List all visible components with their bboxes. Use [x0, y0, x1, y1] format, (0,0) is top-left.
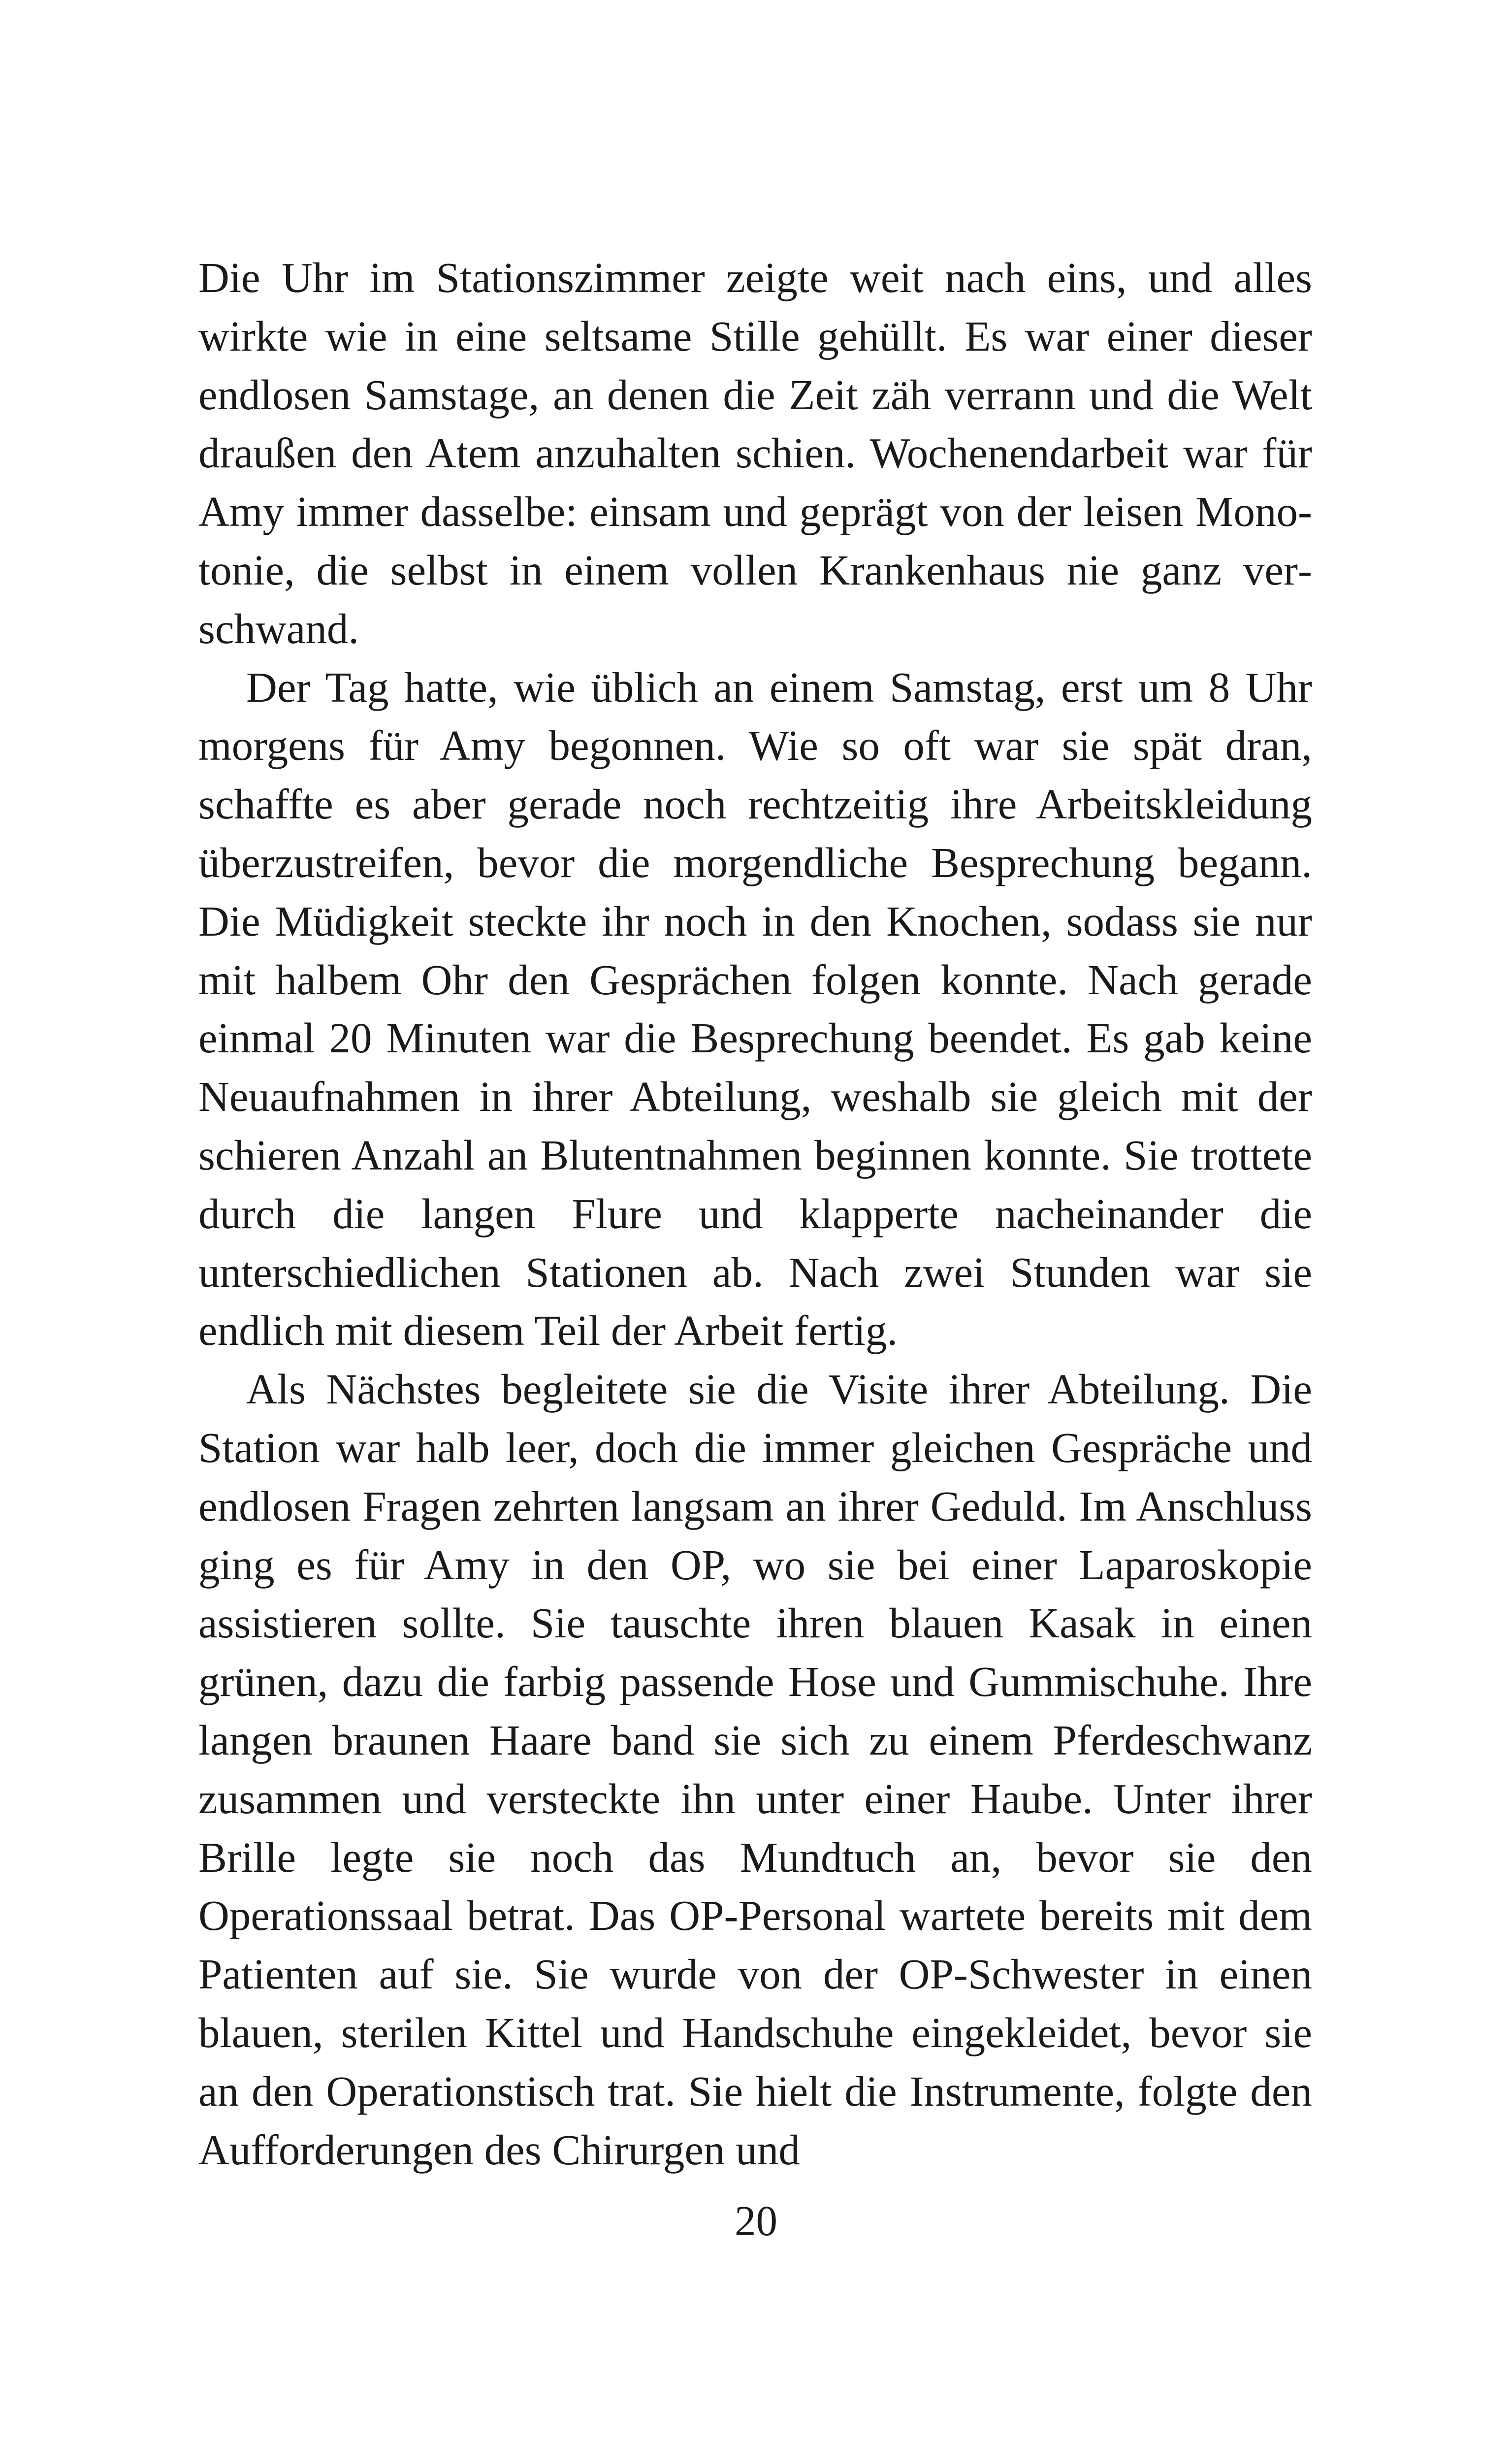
paragraph-3: Als Nächstes begleitete sie die Visite ihrer Abteilung. Die Station war halb leer, doch die immer gleichen Gespräche und endlosen Fragen zehrten langsam an ihrer Geduld. Im Anschluss ging es für Amy in den OP, wo sie bei einer Laparoskopie assistieren sollte. Sie tauschte ihren blauen Kasak in einen grünen, dazu die farbig passende Hose und Gummischuhe. Ihre langen braunen Haare band sie sich zu einem Pferdeschwanz zusammen und versteckte ihn unter einer Haube. Unter ihrer Brille legte sie noch das Mundtuch an, bevor sie den Operationssaal betrat. Das OP-Personal wartete bereits mit dem Patienten auf sie. Sie wurde von der OP-Schwester in einen blauen, sterilen Kittel und Handschuhe eingekleidet, bevor sie an den Operationstisch trat. Sie hielt die Instrumente, folgte den Aufforderungen des Chirurgen und — [198, 1365, 1312, 2174]
body-text — [198, 249, 1312, 2179]
paragraph-2: Der Tag hatte, wie üblich an einem Samstag, erst um 8 Uhr morgens für Amy begonnen. Wie so oft war sie spät dran, schaffte es aber gerade noch rechtzeitig ihre Arbeitskleidung überzustreifen, bevor die morgendliche Besprechung begann. Die Müdigkeit steckte ihr noch in den Knochen, sodass sie nur mit halbem Ohr den Gesprächen folgen konnte. Nach gerade einmal 20 Minuten war die Besprechung beendet. Es gab keine Neuaufnahmen in ihrer Abteilung, weshalb sie gleich mit der schieren Anzahl an Blutentnahmen beginnen konnte. Sie trottete durch die langen Flure und klapperte nacheinander die unterschiedlichen Stationen ab. Nach zwei Stunden war sie endlich mit diesem Teil der Arbeit fertig. — [198, 663, 1312, 1355]
page-number: 20 — [735, 2197, 777, 2245]
paragraph-1: Die Uhr im Stationszimmer zeigte weit nach eins, und alles wirkte wie in eine seltsame Stille gehüllt. Es war einer dieser endlosen Samstage, an denen die Zeit zäh verrann und die Welt draußen den Atem anzuhalten schien. Wochenendarbeit war für Amy immer dasselbe: einsam und geprägt von der leisen Monotonie, die selbst in einem vollen Krankenhaus nie ganz verschwand. — [198, 254, 1312, 652]
